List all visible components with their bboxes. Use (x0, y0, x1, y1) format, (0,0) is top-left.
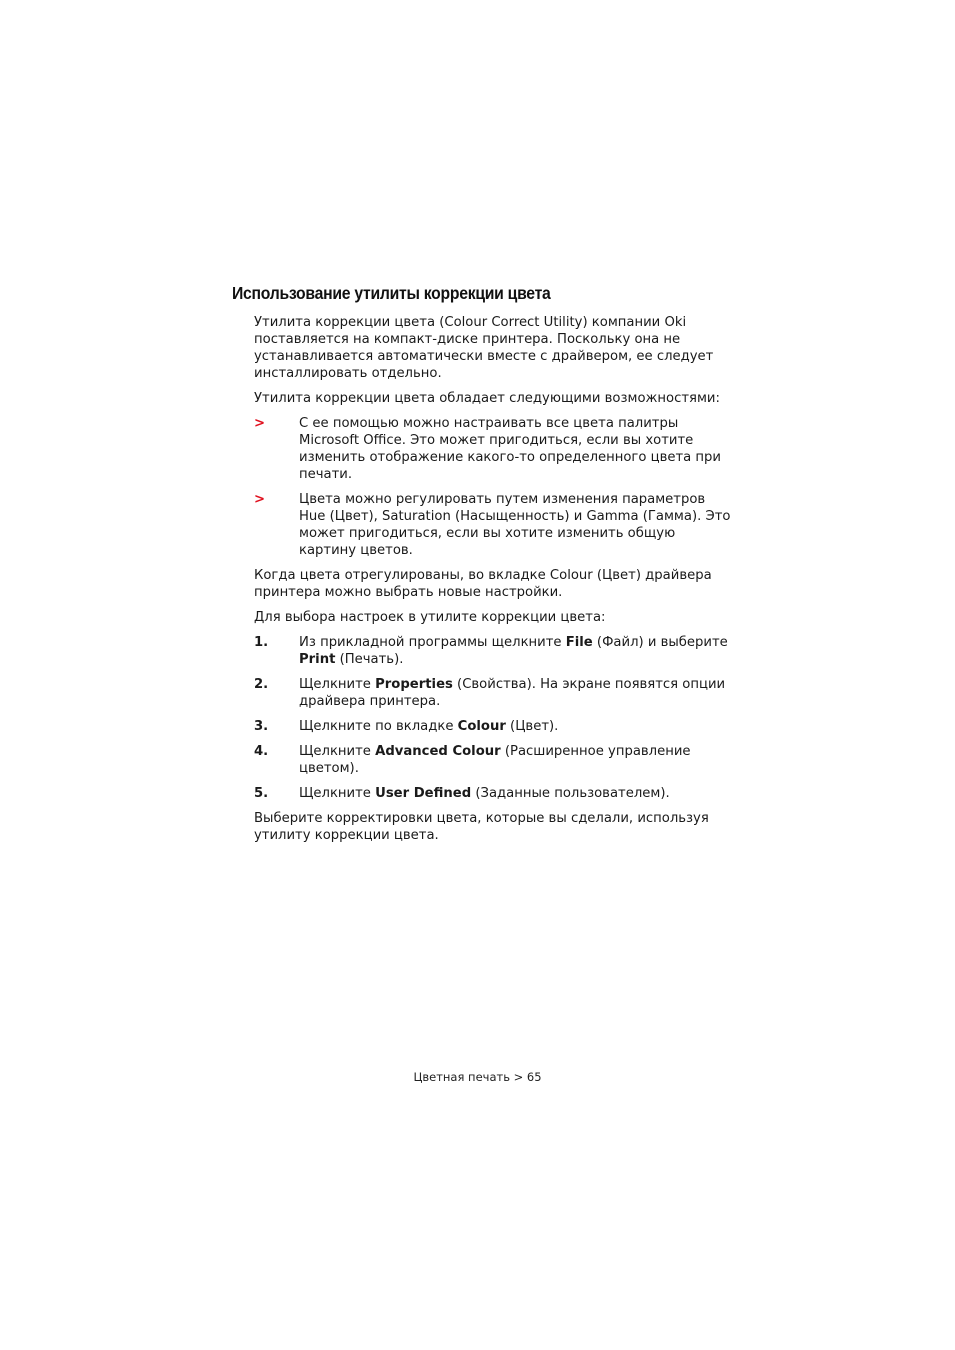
steps-lead: Для выбора настроек в утилите коррекции цвета: (254, 610, 606, 625)
closing-paragraph: Выберите корректировки цвета, которые вы сделали, используя утилиту коррекции цвета. (254, 811, 709, 843)
list-item (254, 415, 734, 483)
step-item (254, 634, 734, 668)
step-menu-term: User Defined (375, 786, 472, 801)
bullet-text: С ее помощью можно настраивать все цвета палитры Microsoft Office. Это может пригодиться, если вы хотите изменить отображение какого-то определенного цвета при печати. (299, 416, 721, 482)
step-menu-term: Properties (375, 677, 453, 692)
step-number: 2. (254, 677, 269, 692)
step-menu-term: File (565, 635, 593, 650)
bullet-marker-icon: > (254, 416, 266, 431)
step-number: 3. (254, 719, 269, 734)
step-text-post: (Печать). (335, 652, 404, 667)
step-menu-term: Advanced Colour (375, 744, 501, 759)
step-number: 4. (254, 744, 269, 759)
step-number: 5. (254, 786, 269, 801)
step-text-mid: (Файл) и выберите (592, 635, 728, 650)
bullet-text: Цвета можно регулировать путем изменения параметров Hue (Цвет), Saturation (Насыщенность) и Gamma (Гамма). Это может пригодиться, если вы хотите изменить общую картину цветов. (299, 492, 731, 558)
step-text-pre: Щелкните (299, 786, 376, 801)
step-number: 1. (254, 635, 269, 650)
intro-paragraph: Утилита коррекции цвета (Colour Correct Utility) компании Oki поставляется на компакт-диске принтера. Поскольку она не устанавливается автоматически вместе с драйвером, ее следует инсталлировать отдельно. (254, 315, 714, 381)
list-item (254, 491, 734, 559)
capabilities-lead: Утилита коррекции цвета обладает следующими возможностями: (254, 391, 720, 406)
step-text-pre: Из прикладной программы щелкните (299, 635, 566, 650)
step-item (254, 676, 734, 710)
step-menu-term: Colour (457, 719, 506, 734)
section-heading: Использование утилиты коррекции цвета (232, 283, 551, 303)
step-item (254, 785, 734, 802)
step-text-pre: Щелкните (299, 677, 376, 692)
step-text-post: (Расширенное управление цветом). (299, 744, 691, 776)
step-text-pre: Щелкните (299, 744, 376, 759)
step-text-pre: Щелкните по вкладке (299, 719, 458, 734)
bullet-marker-icon: > (254, 492, 266, 507)
step-text-post: (Цвет). (505, 719, 559, 734)
step-text-post: (Заданные пользователем). (471, 786, 670, 801)
page-footer: Цветная печать > 65 (413, 1070, 542, 1084)
steps-list (254, 634, 734, 802)
step-menu-term: Print (299, 652, 336, 667)
body-content (254, 314, 734, 852)
after-bullets-paragraph: Когда цвета отрегулированы, во вкладке Colour (Цвет) драйвера принтера можно выбрать новые настройки. (254, 568, 712, 600)
step-item (254, 743, 734, 777)
capabilities-list (254, 415, 734, 559)
step-item (254, 718, 734, 735)
step-text-post: (Свойства). На экране появятся опции драйвера принтера. (299, 677, 726, 709)
